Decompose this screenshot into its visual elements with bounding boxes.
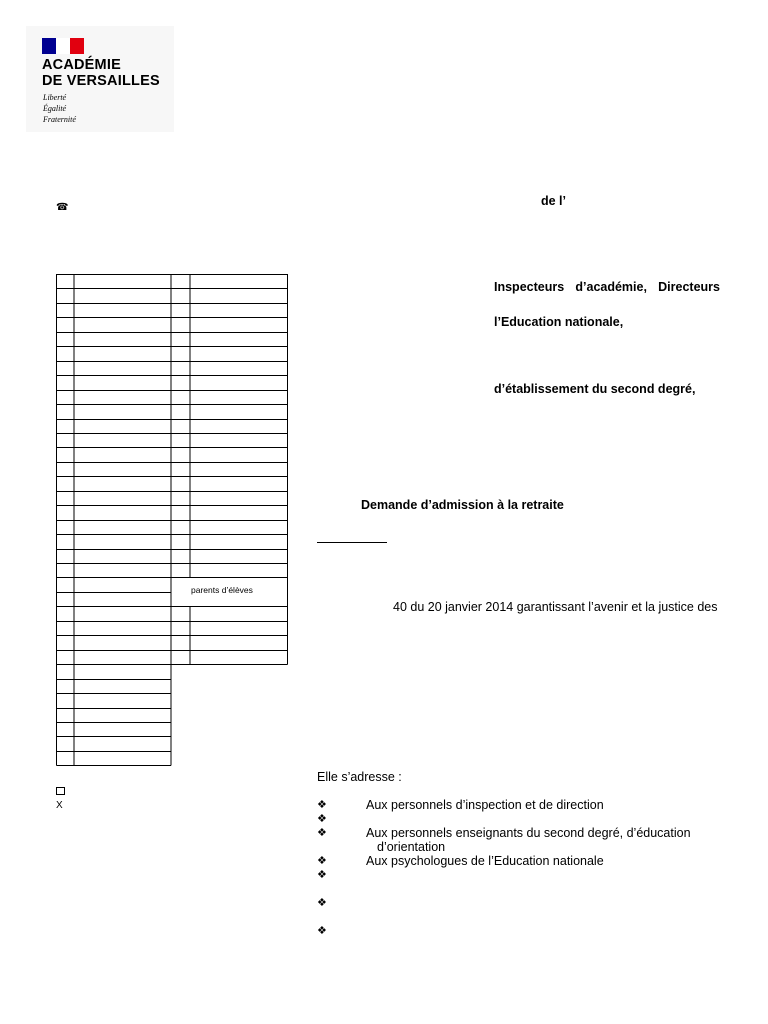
bullet-text-1: Aux personnels d’inspection et de direction	[366, 798, 604, 812]
bullet-diamond-icon: ❖	[317, 897, 327, 909]
left-info-table	[56, 274, 288, 768]
subject-title: Demande d’admission à la retraite	[361, 498, 564, 512]
intro-text: Elle s’adresse :	[317, 770, 402, 784]
addressee-line-1: Inspecteurs d’académie, Directeurs	[494, 280, 720, 294]
bullet-diamond-icon: ❖	[317, 813, 327, 825]
telephone-icon: ☎	[56, 202, 69, 213]
bullet-text-4: Aux psychologues de l’Education nationale	[366, 854, 604, 868]
bullet-text-3-cont: d’orientation	[377, 840, 446, 854]
motto-fraternite: Fraternité	[43, 115, 76, 124]
motto-egalite: Égalité	[43, 104, 67, 113]
table-grid	[56, 274, 288, 768]
logo-line-1: ACADÉMIE	[42, 57, 121, 73]
checkbox-icon	[56, 787, 65, 795]
addressee-line-2: l’Education nationale,	[494, 315, 624, 329]
table-cell-parents: parents d’élèves	[191, 585, 253, 595]
academie-logo	[26, 26, 174, 132]
bullet-diamond-icon: ❖	[317, 869, 327, 881]
x-mark: X	[56, 800, 63, 811]
law-reference-text: 40 du 20 janvier 2014 garantissant l’avenir et la justice des	[393, 600, 718, 614]
bullet-diamond-icon: ❖	[317, 827, 327, 839]
bullet-diamond-icon: ❖	[317, 799, 327, 811]
bullet-diamond-icon: ❖	[317, 855, 327, 867]
header-de-l: de l’	[541, 194, 567, 208]
addressee-line-3: d’établissement du second degré,	[494, 382, 696, 396]
logo-line-2: DE VERSAILLES	[42, 73, 160, 89]
separator-line	[317, 542, 387, 543]
motto-liberte: Liberté	[43, 93, 67, 102]
bullet-text-3: Aux personnels enseignants du second degré, d’éducation	[366, 826, 691, 840]
marianne-flag-icon	[42, 38, 84, 54]
bullet-diamond-icon: ❖	[317, 925, 327, 937]
